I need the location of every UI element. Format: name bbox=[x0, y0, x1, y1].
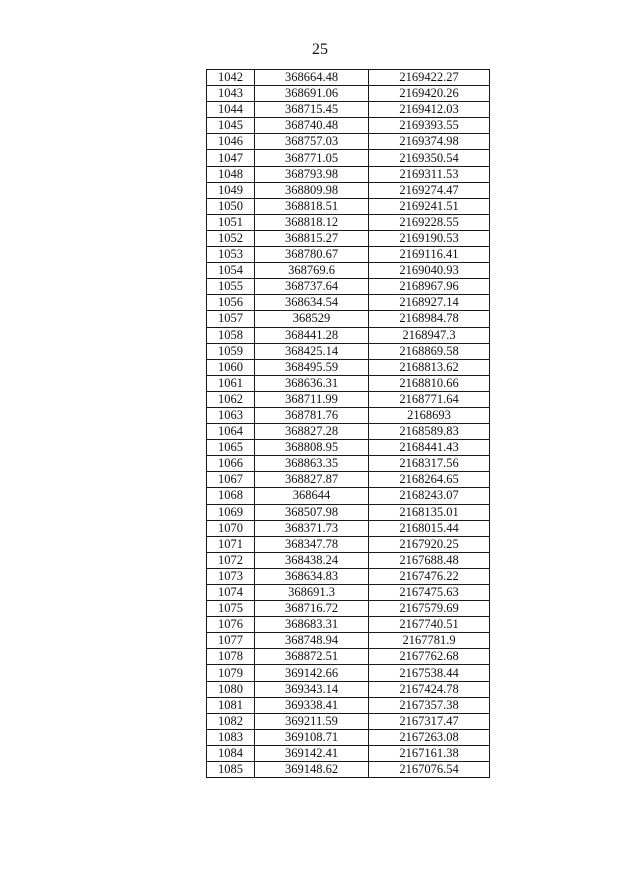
table-row bbox=[207, 665, 490, 681]
point-number-cell: 1085 bbox=[207, 762, 255, 778]
y-coordinate-cell: 2169241.51 bbox=[369, 198, 490, 214]
table-row bbox=[207, 230, 490, 246]
y-coordinate-cell: 2167076.54 bbox=[369, 762, 490, 778]
point-number-cell: 1080 bbox=[207, 681, 255, 697]
y-coordinate-cell: 2167740.51 bbox=[369, 617, 490, 633]
point-number-cell: 1072 bbox=[207, 552, 255, 568]
y-coordinate-cell: 2168441.43 bbox=[369, 440, 490, 456]
point-number-cell: 1054 bbox=[207, 263, 255, 279]
point-number-cell: 1057 bbox=[207, 311, 255, 327]
table-row bbox=[207, 713, 490, 729]
table-row bbox=[207, 263, 490, 279]
x-coordinate-cell: 369108.71 bbox=[255, 729, 369, 745]
coordinates-table bbox=[206, 69, 490, 778]
table-row bbox=[207, 343, 490, 359]
x-coordinate-cell: 368507.98 bbox=[255, 504, 369, 520]
table-row bbox=[207, 375, 490, 391]
point-number-cell: 1043 bbox=[207, 86, 255, 102]
x-coordinate-cell: 368827.28 bbox=[255, 424, 369, 440]
y-coordinate-cell: 2167161.38 bbox=[369, 745, 490, 761]
table-row bbox=[207, 166, 490, 182]
point-number-cell: 1075 bbox=[207, 601, 255, 617]
point-number-cell: 1076 bbox=[207, 617, 255, 633]
x-coordinate-cell: 369142.41 bbox=[255, 745, 369, 761]
x-coordinate-cell: 369148.62 bbox=[255, 762, 369, 778]
table-row bbox=[207, 70, 490, 86]
table-row bbox=[207, 134, 490, 150]
y-coordinate-cell: 2167476.22 bbox=[369, 568, 490, 584]
table-row bbox=[207, 681, 490, 697]
table-row bbox=[207, 424, 490, 440]
y-coordinate-cell: 2169412.03 bbox=[369, 102, 490, 118]
x-coordinate-cell: 368683.31 bbox=[255, 617, 369, 633]
x-coordinate-cell: 368771.05 bbox=[255, 150, 369, 166]
table-row bbox=[207, 440, 490, 456]
y-coordinate-cell: 2167920.25 bbox=[369, 536, 490, 552]
y-coordinate-cell: 2169228.55 bbox=[369, 214, 490, 230]
table-row bbox=[207, 327, 490, 343]
y-coordinate-cell: 2167579.69 bbox=[369, 601, 490, 617]
point-number-cell: 1074 bbox=[207, 585, 255, 601]
table-row bbox=[207, 488, 490, 504]
y-coordinate-cell: 2168984.78 bbox=[369, 311, 490, 327]
point-number-cell: 1082 bbox=[207, 713, 255, 729]
table-row bbox=[207, 407, 490, 423]
point-number-cell: 1053 bbox=[207, 247, 255, 263]
y-coordinate-cell: 2167357.38 bbox=[369, 697, 490, 713]
y-coordinate-cell: 2169040.93 bbox=[369, 263, 490, 279]
x-coordinate-cell: 368438.24 bbox=[255, 552, 369, 568]
y-coordinate-cell: 2167688.48 bbox=[369, 552, 490, 568]
table-row bbox=[207, 86, 490, 102]
x-coordinate-cell: 368748.94 bbox=[255, 633, 369, 649]
x-coordinate-cell: 368818.51 bbox=[255, 198, 369, 214]
table-row bbox=[207, 102, 490, 118]
point-number-cell: 1049 bbox=[207, 182, 255, 198]
point-number-cell: 1048 bbox=[207, 166, 255, 182]
table-row bbox=[207, 552, 490, 568]
y-coordinate-cell: 2169311.53 bbox=[369, 166, 490, 182]
x-coordinate-cell: 368716.72 bbox=[255, 601, 369, 617]
x-coordinate-cell: 368809.98 bbox=[255, 182, 369, 198]
x-coordinate-cell: 368371.73 bbox=[255, 520, 369, 536]
y-coordinate-cell: 2168810.66 bbox=[369, 375, 490, 391]
point-number-cell: 1047 bbox=[207, 150, 255, 166]
point-number-cell: 1078 bbox=[207, 649, 255, 665]
point-number-cell: 1056 bbox=[207, 295, 255, 311]
x-coordinate-cell: 368634.83 bbox=[255, 568, 369, 584]
y-coordinate-cell: 2168243.07 bbox=[369, 488, 490, 504]
point-number-cell: 1058 bbox=[207, 327, 255, 343]
x-coordinate-cell: 368495.59 bbox=[255, 359, 369, 375]
table-row bbox=[207, 456, 490, 472]
table-row bbox=[207, 279, 490, 295]
point-number-cell: 1060 bbox=[207, 359, 255, 375]
y-coordinate-cell: 2169393.55 bbox=[369, 118, 490, 134]
x-coordinate-cell: 368664.48 bbox=[255, 70, 369, 86]
y-coordinate-cell: 2168947.3 bbox=[369, 327, 490, 343]
x-coordinate-cell: 369343.14 bbox=[255, 681, 369, 697]
point-number-cell: 1071 bbox=[207, 536, 255, 552]
x-coordinate-cell: 368691.3 bbox=[255, 585, 369, 601]
table-row bbox=[207, 762, 490, 778]
y-coordinate-cell: 2168771.64 bbox=[369, 391, 490, 407]
x-coordinate-cell: 368815.27 bbox=[255, 230, 369, 246]
point-number-cell: 1044 bbox=[207, 102, 255, 118]
table-row bbox=[207, 568, 490, 584]
x-coordinate-cell: 368780.67 bbox=[255, 247, 369, 263]
table-row bbox=[207, 214, 490, 230]
coordinates-table-body bbox=[207, 70, 490, 778]
x-coordinate-cell: 368808.95 bbox=[255, 440, 369, 456]
x-coordinate-cell: 368740.48 bbox=[255, 118, 369, 134]
table-row bbox=[207, 536, 490, 552]
table-row bbox=[207, 633, 490, 649]
table-row bbox=[207, 118, 490, 134]
x-coordinate-cell: 369211.59 bbox=[255, 713, 369, 729]
table-row bbox=[207, 295, 490, 311]
y-coordinate-cell: 2168589.83 bbox=[369, 424, 490, 440]
point-number-cell: 1062 bbox=[207, 391, 255, 407]
x-coordinate-cell: 368441.28 bbox=[255, 327, 369, 343]
y-coordinate-cell: 2168015.44 bbox=[369, 520, 490, 536]
point-number-cell: 1059 bbox=[207, 343, 255, 359]
x-coordinate-cell: 368818.12 bbox=[255, 214, 369, 230]
table-row bbox=[207, 745, 490, 761]
point-number-cell: 1050 bbox=[207, 198, 255, 214]
y-coordinate-cell: 2167263.08 bbox=[369, 729, 490, 745]
x-coordinate-cell: 368737.64 bbox=[255, 279, 369, 295]
y-coordinate-cell: 2167424.78 bbox=[369, 681, 490, 697]
table-row bbox=[207, 182, 490, 198]
point-number-cell: 1084 bbox=[207, 745, 255, 761]
point-number-cell: 1067 bbox=[207, 472, 255, 488]
x-coordinate-cell: 368691.06 bbox=[255, 86, 369, 102]
table-row bbox=[207, 601, 490, 617]
x-coordinate-cell: 369142.66 bbox=[255, 665, 369, 681]
x-coordinate-cell: 368769.6 bbox=[255, 263, 369, 279]
y-coordinate-cell: 2167762.68 bbox=[369, 649, 490, 665]
x-coordinate-cell: 368644 bbox=[255, 488, 369, 504]
table-row bbox=[207, 359, 490, 375]
point-number-cell: 1055 bbox=[207, 279, 255, 295]
x-coordinate-cell: 369338.41 bbox=[255, 697, 369, 713]
point-number-cell: 1063 bbox=[207, 407, 255, 423]
point-number-cell: 1079 bbox=[207, 665, 255, 681]
point-number-cell: 1070 bbox=[207, 520, 255, 536]
y-coordinate-cell: 2167538.44 bbox=[369, 665, 490, 681]
x-coordinate-cell: 368715.45 bbox=[255, 102, 369, 118]
x-coordinate-cell: 368863.35 bbox=[255, 456, 369, 472]
y-coordinate-cell: 2168317.56 bbox=[369, 456, 490, 472]
point-number-cell: 1052 bbox=[207, 230, 255, 246]
y-coordinate-cell: 2168813.62 bbox=[369, 359, 490, 375]
point-number-cell: 1051 bbox=[207, 214, 255, 230]
table-row bbox=[207, 150, 490, 166]
table-row bbox=[207, 472, 490, 488]
x-coordinate-cell: 368347.78 bbox=[255, 536, 369, 552]
x-coordinate-cell: 368711.99 bbox=[255, 391, 369, 407]
point-number-cell: 1069 bbox=[207, 504, 255, 520]
y-coordinate-cell: 2168135.01 bbox=[369, 504, 490, 520]
table-row bbox=[207, 520, 490, 536]
y-coordinate-cell: 2167475.63 bbox=[369, 585, 490, 601]
x-coordinate-cell: 368529 bbox=[255, 311, 369, 327]
point-number-cell: 1045 bbox=[207, 118, 255, 134]
table-row bbox=[207, 391, 490, 407]
point-number-cell: 1061 bbox=[207, 375, 255, 391]
point-number-cell: 1077 bbox=[207, 633, 255, 649]
point-number-cell: 1081 bbox=[207, 697, 255, 713]
y-coordinate-cell: 2167317.47 bbox=[369, 713, 490, 729]
y-coordinate-cell: 2168869.58 bbox=[369, 343, 490, 359]
table-row bbox=[207, 198, 490, 214]
y-coordinate-cell: 2167781.9 bbox=[369, 633, 490, 649]
y-coordinate-cell: 2168264.65 bbox=[369, 472, 490, 488]
table-row bbox=[207, 617, 490, 633]
page-number: 25 bbox=[312, 41, 328, 58]
point-number-cell: 1068 bbox=[207, 488, 255, 504]
x-coordinate-cell: 368827.87 bbox=[255, 472, 369, 488]
x-coordinate-cell: 368793.98 bbox=[255, 166, 369, 182]
x-coordinate-cell: 368636.31 bbox=[255, 375, 369, 391]
x-coordinate-cell: 368781.76 bbox=[255, 407, 369, 423]
y-coordinate-cell: 2168967.96 bbox=[369, 279, 490, 295]
y-coordinate-cell: 2168927.14 bbox=[369, 295, 490, 311]
table-row bbox=[207, 311, 490, 327]
x-coordinate-cell: 368872.51 bbox=[255, 649, 369, 665]
point-number-cell: 1042 bbox=[207, 70, 255, 86]
point-number-cell: 1046 bbox=[207, 134, 255, 150]
table-row bbox=[207, 247, 490, 263]
point-number-cell: 1064 bbox=[207, 424, 255, 440]
table-row bbox=[207, 729, 490, 745]
y-coordinate-cell: 2169374.98 bbox=[369, 134, 490, 150]
y-coordinate-cell: 2169274.47 bbox=[369, 182, 490, 198]
y-coordinate-cell: 2169420.26 bbox=[369, 86, 490, 102]
y-coordinate-cell: 2169116.41 bbox=[369, 247, 490, 263]
point-number-cell: 1073 bbox=[207, 568, 255, 584]
x-coordinate-cell: 368757.03 bbox=[255, 134, 369, 150]
x-coordinate-cell: 368634.54 bbox=[255, 295, 369, 311]
table-row bbox=[207, 649, 490, 665]
point-number-cell: 1066 bbox=[207, 456, 255, 472]
point-number-cell: 1083 bbox=[207, 729, 255, 745]
table-row bbox=[207, 504, 490, 520]
point-number-cell: 1065 bbox=[207, 440, 255, 456]
y-coordinate-cell: 2169190.53 bbox=[369, 230, 490, 246]
x-coordinate-cell: 368425.14 bbox=[255, 343, 369, 359]
y-coordinate-cell: 2169422.27 bbox=[369, 70, 490, 86]
y-coordinate-cell: 2169350.54 bbox=[369, 150, 490, 166]
table-row bbox=[207, 585, 490, 601]
table-row bbox=[207, 697, 490, 713]
y-coordinate-cell: 2168693 bbox=[369, 407, 490, 423]
